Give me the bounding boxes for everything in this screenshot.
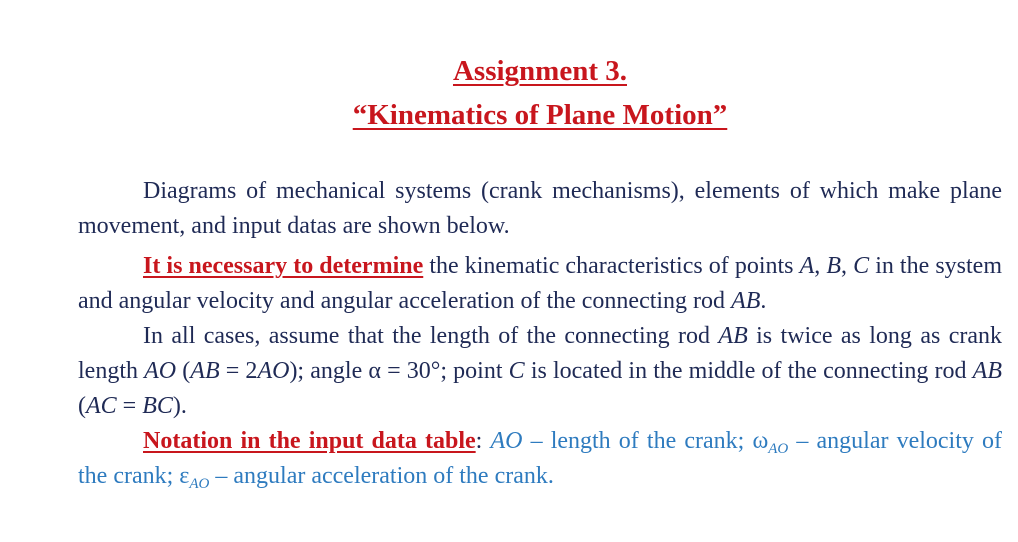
- subscript-ao: AO: [189, 476, 210, 492]
- task-lead: It is necessary to determine: [143, 253, 424, 279]
- paragraph-assumptions: [78, 319, 1002, 424]
- symbol-ao: AO: [144, 358, 177, 384]
- notation-text: – length of the crank; ω: [522, 428, 769, 454]
- point-b: B: [826, 253, 842, 279]
- assumption-text: =: [116, 393, 143, 419]
- comma: ,: [841, 253, 854, 279]
- symbol-ao: AO: [257, 358, 290, 384]
- period: .: [760, 288, 767, 314]
- assumption-text: = 2: [219, 358, 258, 384]
- symbol-ac: AC: [86, 393, 117, 419]
- assumption-text: is twice as long as crank length: [78, 323, 1002, 384]
- paragraph-intro: [78, 174, 1002, 244]
- notation-lead: Notation in the input data table: [143, 428, 476, 454]
- paragraph-task: [78, 249, 1002, 319]
- point-a: A: [799, 253, 815, 279]
- assumption-text: ); angle α = 30°; point: [289, 358, 509, 384]
- symbol-ab: AB: [190, 358, 220, 384]
- symbol-c: C: [508, 358, 525, 384]
- symbol-ao: AO: [490, 428, 523, 454]
- symbol-ab: AB: [972, 358, 1002, 384]
- assumption-text: (: [78, 393, 86, 419]
- paragraph-notation: [78, 424, 1002, 494]
- assumption-text: ).: [172, 393, 187, 419]
- task-text: in the system and angular velocity and angular acceleration of the connecting rod: [78, 253, 1002, 314]
- assumption-text: (: [176, 358, 191, 384]
- rod-ab: AB: [731, 288, 761, 314]
- symbol-ab: AB: [718, 323, 748, 349]
- subscript-ao: AO: [768, 441, 789, 457]
- notation-text: – angular acceleration of the crank.: [209, 463, 554, 489]
- assignment-subtitle: “Kinematics of Plane Motion”: [352, 99, 728, 131]
- task-text: the kinematic characteristics of points: [423, 253, 800, 279]
- notation-colon: :: [475, 428, 491, 454]
- assignment-title: Assignment 3.: [452, 55, 627, 87]
- point-c: C: [853, 253, 870, 279]
- assumption-text: is located in the middle of the connecting rod: [524, 358, 973, 384]
- symbol-bc: BC: [142, 393, 173, 419]
- comma: ,: [814, 253, 827, 279]
- assumption-text: In all cases, assume that the length of the connecting rod: [143, 323, 719, 349]
- notation-text: – angular velocity of the crank; ε: [78, 428, 1003, 489]
- intro-text: Diagrams of mechanical systems (crank mechanisms), elements of which make plane movement, and input datas are shown below.: [78, 178, 1002, 239]
